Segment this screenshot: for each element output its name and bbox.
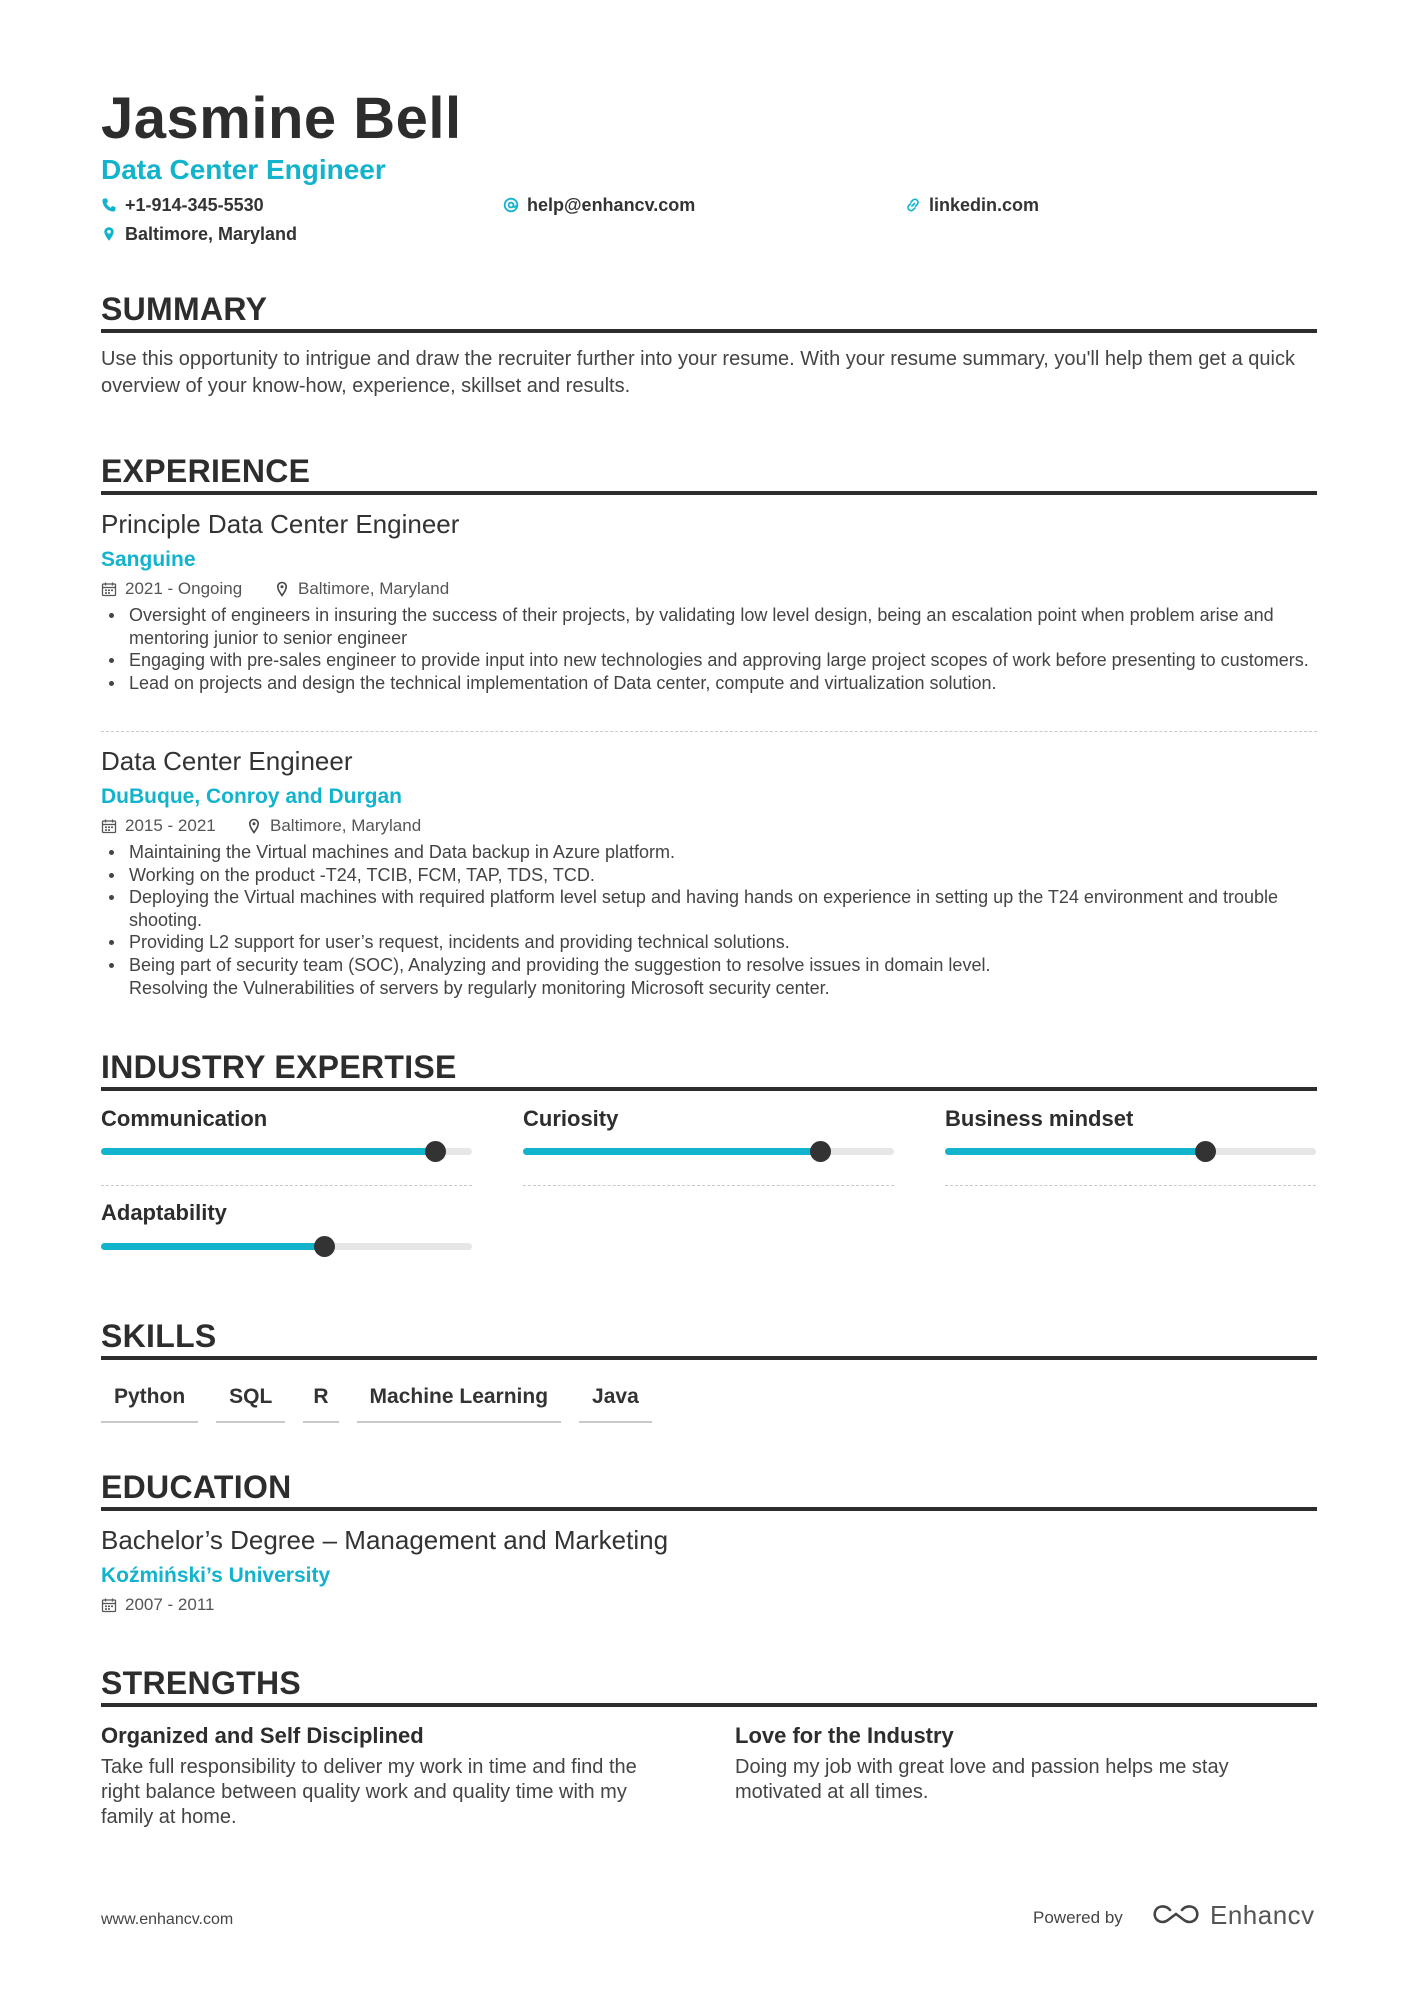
location-pin-icon bbox=[101, 226, 117, 242]
experience-heading: EXPERIENCE bbox=[101, 453, 311, 489]
list-item: Lead on projects and design the technical implementation of Data center, compute and virtualization solution. bbox=[129, 672, 1329, 695]
education-divider bbox=[101, 1507, 1317, 1511]
expertise-bar-knob bbox=[810, 1141, 831, 1162]
strengths-heading: STRENGTHS bbox=[101, 1665, 302, 1701]
job-title: Data Center Engineer bbox=[101, 746, 353, 776]
experience-divider bbox=[101, 491, 1317, 495]
company-name: Sanguine bbox=[101, 548, 196, 571]
phone-text: +1-914-345-5530 bbox=[125, 195, 264, 215]
skill-tag: Machine Learning bbox=[357, 1377, 562, 1423]
expertise-bar bbox=[101, 1243, 472, 1250]
location-pin-icon bbox=[274, 581, 290, 597]
degree-title: Bachelor’s Degree – Management and Marketing bbox=[101, 1525, 669, 1555]
list-item: Engaging with pre-sales engineer to provide input into new technologies and approving large project scopes of work before presenting to customers. bbox=[129, 649, 1329, 672]
location-contact bbox=[101, 222, 297, 246]
list-item: Working on the product -T24, TCIB, FCM, TAP, TDS, TCD. bbox=[129, 864, 1329, 887]
skill-tag: Python bbox=[101, 1377, 198, 1423]
expertise-bar-knob bbox=[425, 1141, 446, 1162]
list-item: Oversight of engineers in insuring the success of their projects, by validating low level design, being an escalation point when problem arise and mentoring junior to senior engineer bbox=[129, 604, 1329, 649]
skill-tag: Java bbox=[579, 1377, 652, 1423]
phone-icon bbox=[101, 197, 117, 213]
brand-name: Enhancv bbox=[1210, 1900, 1315, 1930]
powered-by-label: Powered by bbox=[1033, 1908, 1123, 1927]
job-title: Principle Data Center Engineer bbox=[101, 509, 460, 539]
list-item: Deploying the Virtual machines with required platform level setup and having hands on experience in setting up the T24 environment and trouble shooting. bbox=[129, 886, 1329, 931]
job-dates-text: 2021 - Ongoing bbox=[125, 579, 243, 598]
link-icon bbox=[905, 197, 921, 213]
website-contact[interactable] bbox=[905, 193, 1039, 217]
job-dates-text: 2015 - 2021 bbox=[125, 816, 216, 835]
job-location bbox=[274, 578, 449, 600]
strength-title: Love for the Industry bbox=[735, 1723, 954, 1748]
strengths-divider bbox=[101, 1703, 1317, 1707]
education-dates-text: 2007 - 2011 bbox=[125, 1595, 215, 1614]
school-name: Koźmiński’s University bbox=[101, 1564, 331, 1587]
job-location bbox=[246, 815, 421, 837]
education-heading: EDUCATION bbox=[101, 1469, 292, 1505]
expertise-bar-fill bbox=[945, 1148, 1205, 1155]
location-pin-icon bbox=[246, 818, 262, 834]
skills-divider bbox=[101, 1356, 1317, 1360]
expertise-separator bbox=[523, 1185, 894, 1186]
skill-tag: R bbox=[303, 1377, 338, 1423]
summary-text: Use this opportunity to intrigue and draw the recruiter further into your resume. With your resume summary, you'll help them get a quick overview of your know-how, experience, skillset and results. bbox=[101, 348, 1295, 397]
education-dates bbox=[101, 1594, 214, 1616]
strength-text: Doing my job with great love and passion helps me stay motivated at all times. bbox=[735, 1756, 1229, 1803]
list-item: Providing L2 support for user’s request, incidents and providing technical solutions. bbox=[129, 931, 1329, 954]
job-location-text: Baltimore, Maryland bbox=[270, 816, 422, 835]
at-icon bbox=[503, 197, 519, 213]
expertise-bar-fill bbox=[101, 1243, 324, 1250]
job-bullets bbox=[101, 604, 1329, 694]
expertise-bar-knob bbox=[314, 1236, 335, 1257]
candidate-role: Data Center Engineer bbox=[101, 154, 386, 185]
summary-divider bbox=[101, 329, 1317, 333]
expertise-bar-fill bbox=[101, 1148, 435, 1155]
calendar-icon bbox=[101, 818, 117, 834]
expertise-separator bbox=[945, 1185, 1316, 1186]
skills-heading: SKILLS bbox=[101, 1318, 217, 1354]
summary-heading: SUMMARY bbox=[101, 291, 268, 327]
footer-url[interactable]: www.enhancv.com bbox=[101, 1911, 234, 1928]
strength-title: Organized and Self Disciplined bbox=[101, 1723, 424, 1748]
phone-contact[interactable] bbox=[101, 193, 264, 217]
expertise-label: Curiosity bbox=[523, 1106, 619, 1131]
company-name: DuBuque, Conroy and Durgan bbox=[101, 785, 402, 808]
calendar-icon bbox=[101, 1597, 117, 1613]
website-text: linkedin.com bbox=[929, 195, 1040, 215]
strength-text: Take full responsibility to deliver my work in time and find the right balance between quality work and quality time with my family at home. bbox=[101, 1756, 637, 1828]
expertise-label: Communication bbox=[101, 1106, 268, 1131]
expertise-label: Adaptability bbox=[101, 1200, 227, 1225]
skill-tag: SQL bbox=[216, 1377, 285, 1423]
list-item: Being part of security team (SOC), Analyzing and providing the suggestion to resolve issues in domain level. Resolving the Vulnerabilities of servers by regularly monitoring Microsoft security center. bbox=[129, 954, 1009, 999]
list-item: Maintaining the Virtual machines and Data backup in Azure platform. bbox=[129, 841, 1329, 864]
job-bullets bbox=[101, 841, 1329, 999]
expertise-bar bbox=[945, 1148, 1316, 1155]
job-separator bbox=[101, 731, 1317, 732]
location-text: Baltimore, Maryland bbox=[125, 224, 298, 244]
expertise-bar-knob bbox=[1195, 1141, 1216, 1162]
job-location-text: Baltimore, Maryland bbox=[298, 579, 450, 598]
email-text: help@enhancv.com bbox=[527, 195, 696, 215]
expertise-divider bbox=[101, 1087, 1317, 1091]
skills-list bbox=[101, 1377, 670, 1423]
expertise-bar bbox=[101, 1148, 472, 1155]
expertise-label: Business mindset bbox=[945, 1106, 1134, 1131]
brand-logo[interactable] bbox=[1152, 1900, 1315, 1931]
expertise-bar bbox=[523, 1148, 894, 1155]
candidate-name: Jasmine Bell bbox=[101, 86, 462, 151]
expertise-heading: INDUSTRY EXPERTISE bbox=[101, 1049, 457, 1085]
enhancv-logo-icon bbox=[1152, 1903, 1200, 1929]
email-contact[interactable] bbox=[503, 193, 695, 217]
expertise-bar-fill bbox=[523, 1148, 820, 1155]
calendar-icon bbox=[101, 581, 117, 597]
job-dates bbox=[101, 815, 216, 837]
job-dates bbox=[101, 578, 242, 600]
expertise-separator bbox=[101, 1185, 472, 1186]
